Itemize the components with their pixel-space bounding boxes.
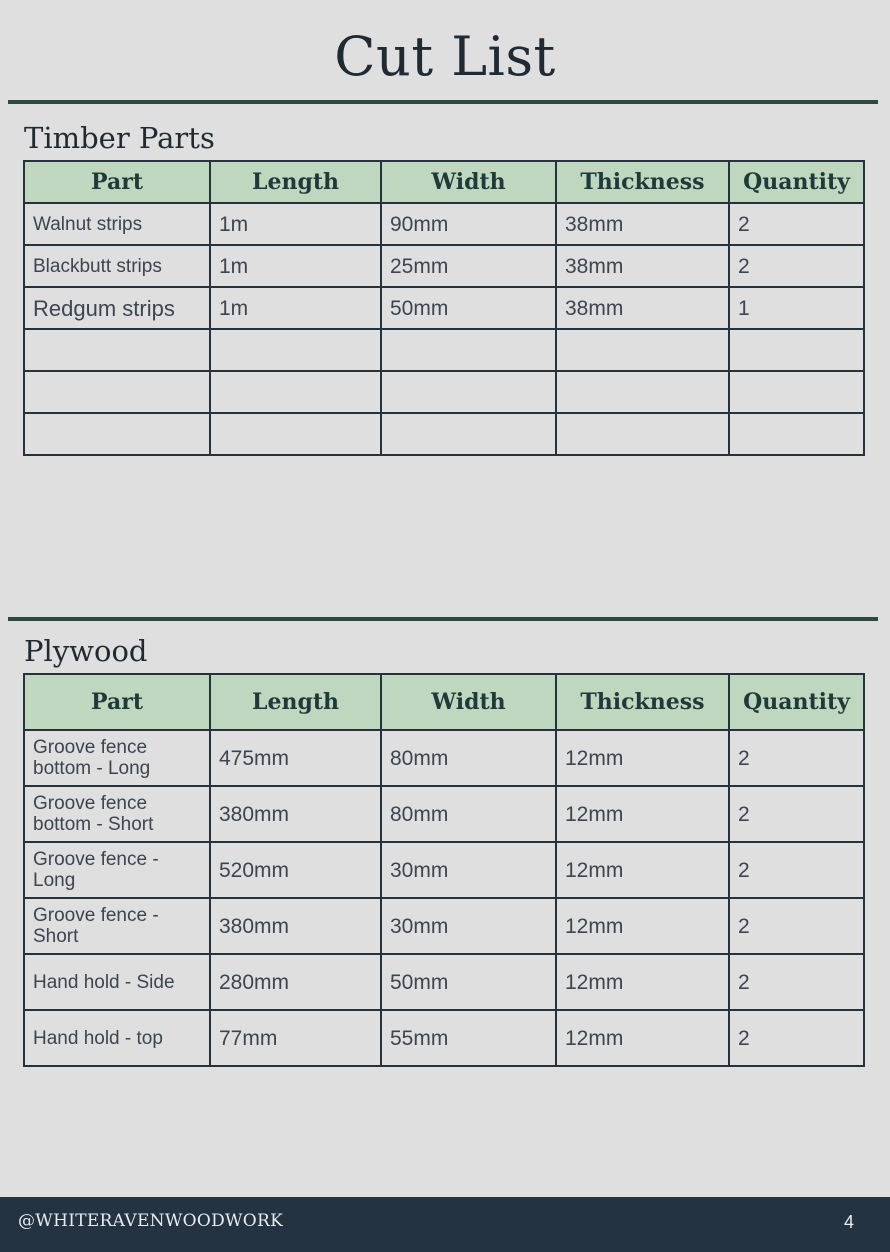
cell-width: 25mm [381,245,556,287]
cell-thickness [556,413,729,455]
page-number: 4 [843,1212,854,1232]
cell-length [210,413,381,455]
cell-quantity: 2 [729,898,864,954]
title-divider [8,100,878,104]
cell-width [381,413,556,455]
table-row [24,287,864,329]
cell-quantity: 2 [729,954,864,1010]
cell-length [210,329,381,371]
cell-length: 380mm [210,898,381,954]
header-part: Part [24,161,210,203]
cell-length: 520mm [210,842,381,898]
cell-thickness: 38mm [556,287,729,329]
header-part: Part [24,674,210,730]
header-length: Length [210,161,381,203]
table-row [24,730,864,786]
table-row [24,371,864,413]
timber-table [23,160,865,456]
cell-width: 50mm [381,287,556,329]
cell-quantity: 2 [729,842,864,898]
header-width: Width [381,161,556,203]
table-row [24,842,864,898]
cell-length: 475mm [210,730,381,786]
cell-width: 80mm [381,730,556,786]
header-thickness: Thickness [556,161,729,203]
cell-part: Walnut strips [24,203,210,245]
cell-part: Groove fence - Long [24,842,210,898]
cell-thickness: 12mm [556,1010,729,1066]
cell-part: Redgum strips [24,287,210,329]
cell-length: 1m [210,287,381,329]
table-header-row [24,161,864,203]
cell-quantity: 2 [729,1010,864,1066]
cell-quantity [729,329,864,371]
cell-thickness: 38mm [556,245,729,287]
table-row [24,329,864,371]
table-row [24,245,864,287]
cell-quantity: 2 [729,730,864,786]
table-row [24,1010,864,1066]
page-footer [0,1197,890,1252]
cell-width [381,329,556,371]
cell-width: 30mm [381,842,556,898]
cell-width: 90mm [381,203,556,245]
cell-length: 380mm [210,786,381,842]
header-thickness: Thickness [556,674,729,730]
cell-part: Groove fence - Short [24,898,210,954]
cell-width: 80mm [381,786,556,842]
table-header-row [24,674,864,730]
cell-part: Groove fence bottom - Short [24,786,210,842]
cell-quantity: 2 [729,203,864,245]
cell-length [210,371,381,413]
cell-quantity [729,413,864,455]
cell-width: 50mm [381,954,556,1010]
cell-thickness: 38mm [556,203,729,245]
cell-thickness: 12mm [556,954,729,1010]
cell-thickness: 12mm [556,842,729,898]
cell-part: Blackbutt strips [24,245,210,287]
header-width: Width [381,674,556,730]
cell-quantity: 1 [729,287,864,329]
table-row [24,786,864,842]
cell-thickness [556,329,729,371]
cell-quantity: 2 [729,245,864,287]
plywood-table [23,673,865,1067]
table-row [24,413,864,455]
cell-part [24,371,210,413]
cell-width: 55mm [381,1010,556,1066]
cell-part: Hand hold - Side [24,954,210,1010]
footer-handle: @WHITERAVENWOODWORK [18,1211,284,1231]
header-length: Length [210,674,381,730]
cell-part: Groove fence bottom - Long [24,730,210,786]
header-quantity: Quantity [729,674,864,730]
cell-length: 280mm [210,954,381,1010]
cell-thickness: 12mm [556,730,729,786]
cell-width [381,371,556,413]
cell-quantity [729,371,864,413]
cell-part [24,329,210,371]
header-quantity: Quantity [729,161,864,203]
cell-length: 1m [210,203,381,245]
cell-thickness: 12mm [556,898,729,954]
cell-part [24,413,210,455]
cell-width: 30mm [381,898,556,954]
cell-thickness: 12mm [556,786,729,842]
cell-part: Hand hold - top [24,1010,210,1066]
cell-length: 1m [210,245,381,287]
table-row [24,898,864,954]
cell-length: 77mm [210,1010,381,1066]
page-title: Cut List [334,25,556,88]
plywood-section-title: Plywood [24,634,148,668]
section-divider [8,617,878,621]
cell-quantity: 2 [729,786,864,842]
table-row [24,954,864,1010]
cell-thickness [556,371,729,413]
timber-section-title: Timber Parts [24,121,215,155]
table-row [24,203,864,245]
